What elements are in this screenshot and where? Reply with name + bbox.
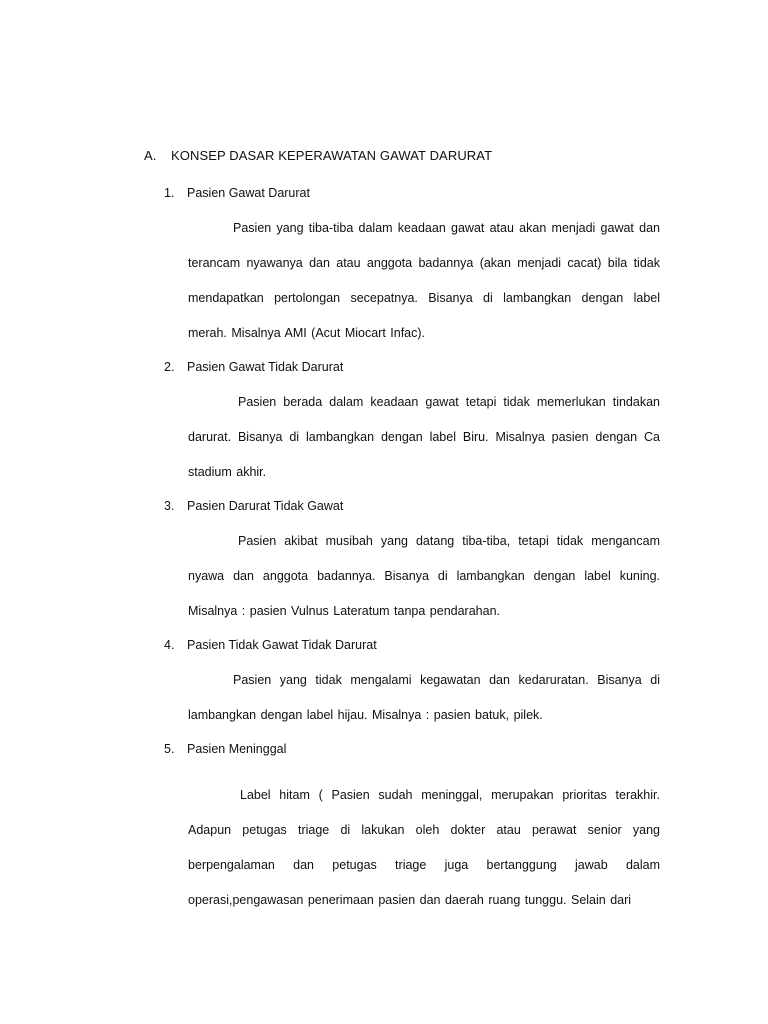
paragraph-text: Pasien yang tiba-tiba dalam keadaan gawat atau akan menjadi gawat dan terancam nyawanya dan atau anggota badannya (akan menjadi cacat) bila tidak mendapatkan pertolongan secepatnya. Bisanya di lambangkan dengan label merah. Misalnya AMI (Acut Miocart Infac). <box>188 221 660 340</box>
section-heading <box>144 148 492 163</box>
item-number: 3. <box>164 499 175 513</box>
item-paragraph-1 <box>188 211 660 351</box>
item-paragraph-3 <box>188 524 660 629</box>
item-number: 2. <box>164 360 175 374</box>
item-title-text: Pasien Gawat Darurat <box>187 186 310 200</box>
item-title-4 <box>164 638 377 652</box>
item-title-5 <box>164 742 286 756</box>
item-number: 5. <box>164 742 175 756</box>
item-title-3 <box>164 499 343 513</box>
item-title-text: Pasien Tidak Gawat Tidak Darurat <box>187 638 377 652</box>
section-title: KONSEP DASAR KEPERAWATAN GAWAT DARURAT <box>171 148 493 163</box>
item-number: 1. <box>164 186 175 200</box>
item-paragraph-5 <box>188 778 660 918</box>
item-paragraph-4 <box>188 663 660 733</box>
paragraph-text: Label hitam ( Pasien sudah meninggal, merupakan prioritas terakhir. Adapun petugas triage di lakukan oleh dokter atau perawat senior yang berpengalaman dan petugas triage juga bertanggung jawab dalam operasi,pengawasan penerimaan pasien dan daerah ruang tunggu. Selain dari <box>188 788 660 907</box>
item-title-2 <box>164 360 343 374</box>
paragraph-text: Pasien yang tidak mengalami kegawatan dan kedaruratan. Bisanya di lambangkan dengan label hijau. Misalnya : pasien batuk, pilek. <box>188 673 660 722</box>
paragraph-text: Pasien akibat musibah yang datang tiba-tiba, tetapi tidak mengancam nyawa dan anggota badannya. Bisanya di lambangkan dengan label kuning. Misalnya : pasien Vulnus Lateratum tanpa pendarahan. <box>188 534 660 618</box>
paragraph-text: Pasien berada dalam keadaan gawat tetapi tidak memerlukan tindakan darurat. Bisanya di lambangkan dengan label Biru. Misalnya pasien dengan Ca stadium akhir. <box>188 395 660 479</box>
item-number: 4. <box>164 638 175 652</box>
item-title-text: Pasien Darurat Tidak Gawat <box>187 499 344 513</box>
section-letter: A. <box>144 148 157 163</box>
item-title-text: Pasien Meninggal <box>187 742 287 756</box>
item-paragraph-2 <box>188 385 660 490</box>
item-title-1 <box>164 186 310 200</box>
item-title-text: Pasien Gawat Tidak Darurat <box>187 360 344 374</box>
